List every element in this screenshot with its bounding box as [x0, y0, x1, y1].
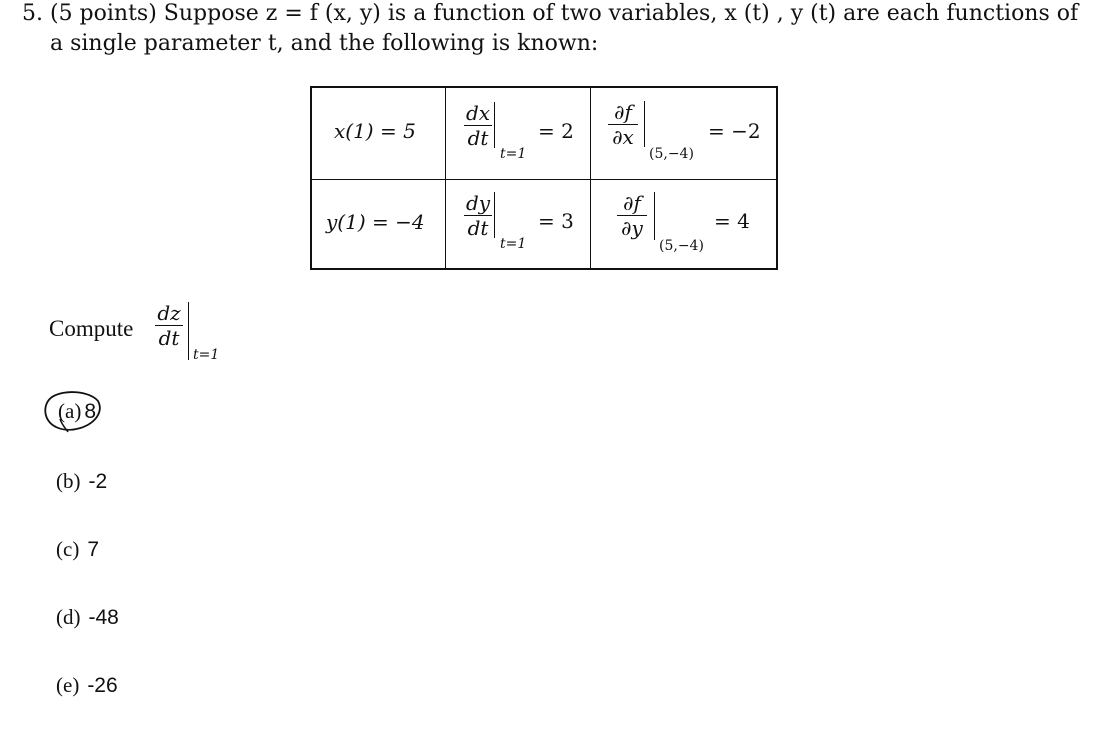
choice-c[interactable] — [56, 537, 99, 562]
dfdx-fraction — [608, 101, 638, 148]
compute-label: Compute — [49, 316, 134, 341]
choice-label: (a) — [58, 399, 82, 423]
choice-label: (b) — [56, 469, 81, 493]
fraction-numerator: ∂f — [614, 100, 632, 124]
circle-mark-icon — [40, 389, 102, 435]
table-divider — [445, 88, 446, 268]
choice-value: 7 — [87, 538, 99, 561]
fraction-numerator: dx — [465, 101, 491, 125]
dxdt-fraction — [464, 102, 492, 149]
question-line-1: 5. (5 points) Suppose z = f (x, y) is a function of two variables, x (t) , y (t) are each functions of — [22, 1, 1079, 26]
dydt-value: = 3 — [538, 209, 574, 233]
y-at-1-cell: y(1) = −4 — [326, 210, 425, 234]
dxdt-value: = 2 — [538, 119, 574, 143]
dxdt-evaluation-point: t=1 — [500, 146, 527, 162]
x-at-1-cell: x(1) = 5 — [334, 119, 416, 143]
known-values-table — [310, 86, 778, 270]
fraction-denominator: dt — [467, 216, 489, 240]
dydt-evaluation-point: t=1 — [500, 236, 527, 252]
choice-value: -2 — [88, 470, 108, 493]
fraction-denominator: ∂y — [621, 216, 643, 240]
fraction-denominator: dt — [158, 326, 180, 350]
choice-e[interactable] — [56, 673, 118, 698]
table-divider — [590, 88, 591, 268]
fraction-denominator: dt — [467, 126, 489, 150]
fraction-numerator: dy — [465, 191, 491, 215]
choice-b[interactable] — [56, 469, 107, 494]
dfdy-value: = 4 — [714, 209, 750, 233]
choice-value: 8 — [84, 400, 96, 423]
fraction-numerator: dz — [157, 301, 181, 325]
dfdx-evaluation-point: (5,−4) — [649, 146, 694, 162]
choice-d[interactable] — [56, 605, 119, 630]
choice-value: -48 — [88, 606, 119, 629]
dfdy-fraction — [617, 192, 647, 239]
table-divider — [312, 179, 776, 180]
dfdy-evaluation-point: (5,−4) — [659, 238, 704, 254]
fraction-numerator: ∂f — [623, 191, 641, 215]
choice-label: (c) — [56, 537, 80, 561]
choice-value: -26 — [87, 674, 118, 697]
dfdx-value: = −2 — [708, 119, 761, 143]
fraction-denominator: ∂x — [612, 125, 634, 149]
dzdt-evaluation-point: t=1 — [193, 347, 220, 363]
dzdt-fraction — [155, 302, 183, 349]
choice-label: (e) — [56, 673, 80, 697]
choice-label: (d) — [56, 605, 81, 629]
dydt-fraction — [464, 192, 492, 239]
question-line-2: a single parameter t, and the following is known: — [50, 31, 599, 56]
